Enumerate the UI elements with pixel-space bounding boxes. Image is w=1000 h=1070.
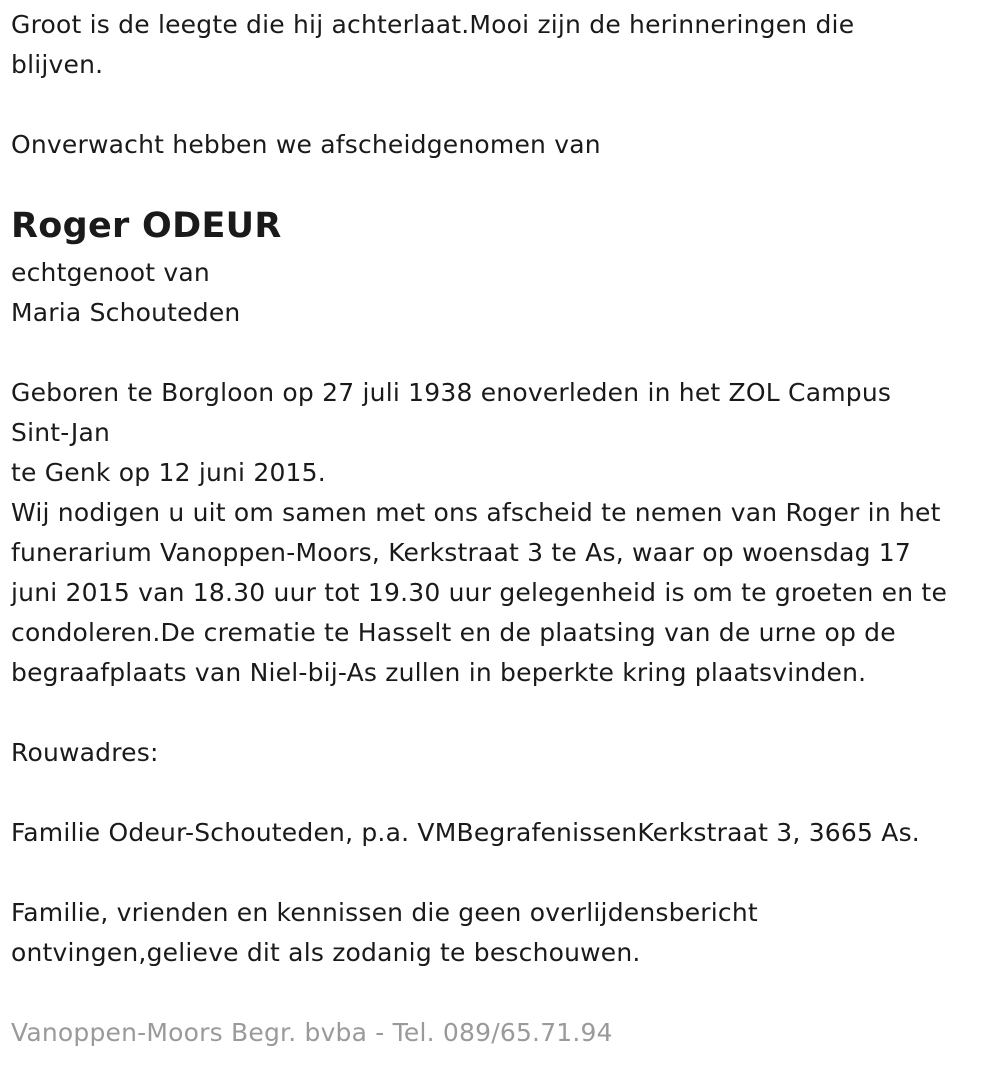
address-value: Familie Odeur-Schouteden, p.a. VMBegrafenissenKerkstraat 3, 3665 As. xyxy=(11,818,920,847)
notice-line-2: ontvingen,gelieve dit als zodanig te beschouwen. xyxy=(11,938,641,967)
address-label: Rouwadres: xyxy=(11,738,159,767)
birth-line-3: te Genk op 12 juni 2015. xyxy=(11,458,326,487)
deceased-name: Roger ODEUR xyxy=(11,206,282,246)
intro-line: Onverwacht hebben we afscheidgenomen van xyxy=(11,130,601,159)
birth-line-1: Geboren te Borgloon op 27 juli 1938 enoverleden in het ZOL Campus xyxy=(11,378,892,407)
spouse-name: Maria Schouteden xyxy=(11,298,241,327)
invitation-line-2: funerarium Vanoppen-Moors, Kerkstraat 3 te As, waar op woensdag 17 xyxy=(11,538,912,567)
birth-line-2: Sint-Jan xyxy=(11,418,111,447)
opening-line-1: Groot is de leegte die hij achterlaat.Mooi zijn de herinneringen die xyxy=(11,10,855,39)
notice-line-1: Familie, vrienden en kennissen die geen overlijdensbericht xyxy=(11,898,758,927)
invitation-line-5: begraafplaats van Niel-bij-As zullen in beperkte kring plaatsvinden. xyxy=(11,658,867,687)
opening-line-2: blijven. xyxy=(11,50,104,79)
relation-line: echtgenoot van xyxy=(11,258,210,287)
invitation-line-1: Wij nodigen u uit om samen met ons afscheid te nemen van Roger in het xyxy=(11,498,941,527)
invitation-line-3: juni 2015 van 18.30 uur tot 19.30 uur gelegenheid is om te groeten en te xyxy=(11,578,948,607)
funeral-home-footer: Vanoppen-Moors Begr. bvba - Tel. 089/65.71.94 xyxy=(11,1018,613,1047)
invitation-line-4: condoleren.De crematie te Hasselt en de plaatsing van de urne op de xyxy=(11,618,896,647)
